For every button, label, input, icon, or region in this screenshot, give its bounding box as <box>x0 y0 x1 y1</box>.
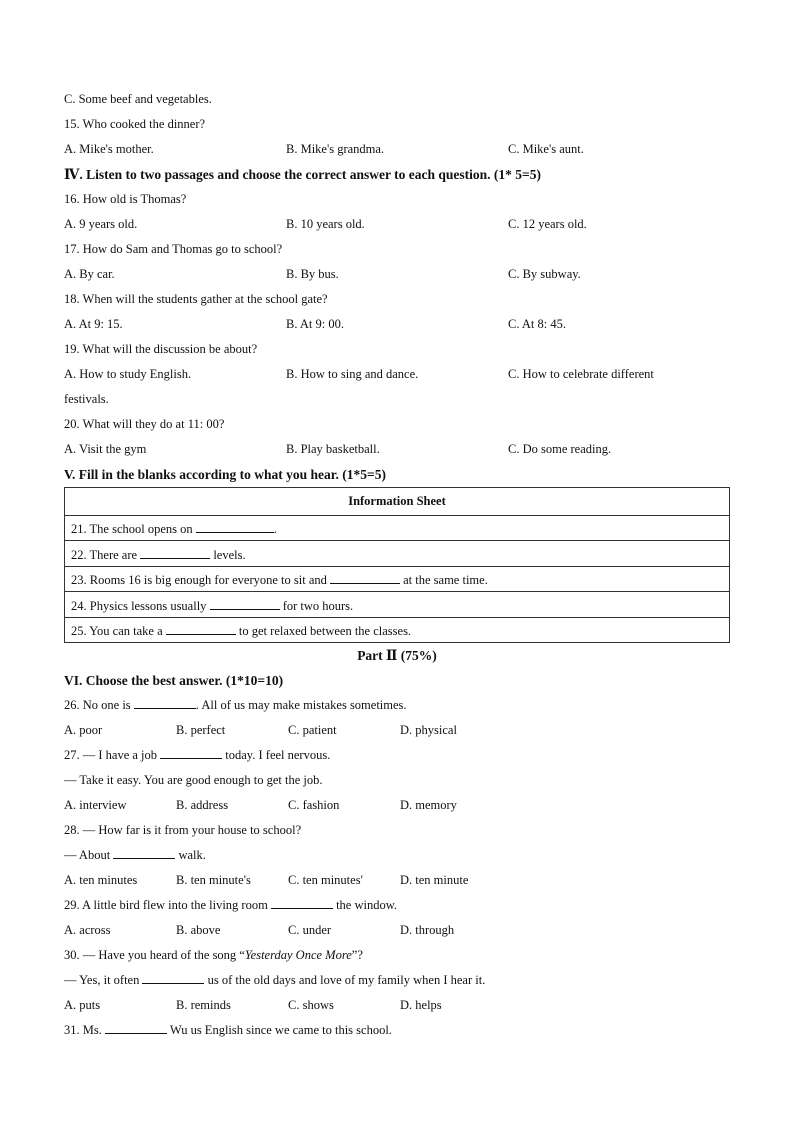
q15-option-a: A. Mike's mother. <box>64 142 154 156</box>
q20-options <box>64 437 730 462</box>
q14-option-c: C. Some beef and vegetables. <box>64 92 212 106</box>
q26-option-c: C. patient <box>288 723 337 737</box>
section-6-heading: VI. Choose the best answer. (1*10=10) <box>64 673 284 688</box>
q23-blank[interactable] <box>330 569 400 584</box>
q20-option-c: C. Do some reading. <box>508 442 612 456</box>
q22-text-end: levels. <box>213 547 246 562</box>
q28-stem: 28. — How far is it from your house to school? <box>64 823 302 837</box>
q25-text-end: to get relaxed between the classes. <box>238 624 412 639</box>
q26-option-d: D. physical <box>400 723 457 737</box>
q26-option-a: A. poor <box>64 723 103 737</box>
q29-options <box>64 918 730 943</box>
q19-option-b: B. How to sing and dance. <box>286 367 419 381</box>
q18-option-c: C. At 8: 45. <box>508 317 566 331</box>
q15-option-b: B. Mike's grandma. <box>286 142 385 156</box>
q16-option-a: A. 9 years old. <box>64 217 138 231</box>
q30-text: 30. — Have you heard of the song “ <box>64 948 245 962</box>
q30-text-end: ”? <box>351 948 363 962</box>
q26-option-b: B. perfect <box>176 723 226 737</box>
q25-blank[interactable] <box>166 620 236 635</box>
q16-options <box>64 212 730 237</box>
q15-options <box>64 137 730 162</box>
q30-option-c: C. shows <box>288 998 334 1012</box>
q24-text-end: for two hours. <box>282 598 354 613</box>
table-title: Information Sheet <box>65 488 730 516</box>
q30-option-a: A. puts <box>64 998 101 1012</box>
table-row <box>65 566 730 592</box>
q29-blank[interactable] <box>271 894 333 909</box>
table-row <box>65 617 730 643</box>
q27-option-b: B. address <box>176 798 229 812</box>
q17-option-c: C. By subway. <box>508 267 581 281</box>
q23-text: 23. Rooms 16 is big enough for everyone to sit and <box>71 573 327 588</box>
q31-stem <box>64 1018 730 1043</box>
table-cell-21 <box>65 515 730 541</box>
q31-blank[interactable] <box>105 1019 167 1034</box>
q18-option-b: B. At 9: 00. <box>286 317 344 331</box>
q17-options <box>64 262 730 287</box>
q27-option-c: C. fashion <box>288 798 340 812</box>
q26-options <box>64 718 730 743</box>
q22-blank[interactable] <box>140 544 210 559</box>
q27-option-a: A. interview <box>64 798 127 812</box>
q15-option-c: C. Mike's aunt. <box>508 142 584 156</box>
q26-text: 26. No one is <box>64 698 131 712</box>
information-sheet-table <box>64 487 730 643</box>
q29-option-a: A. across <box>64 923 111 937</box>
q27-text-end: today. I feel nervous. <box>225 748 331 762</box>
q24-text: 24. Physics lessons usually <box>71 598 207 613</box>
table-header-row <box>65 488 730 516</box>
q28-option-c: C. ten minutes' <box>288 873 363 887</box>
exam-page <box>64 87 730 1043</box>
q21-text-end: . <box>273 522 277 537</box>
q28-text-end: walk. <box>178 848 206 862</box>
q26-stem <box>64 693 730 718</box>
q20-option-a: A. Visit the gym <box>64 442 147 456</box>
q19-option-c-continued: festivals. <box>64 392 109 406</box>
q23-text-end: at the same time. <box>403 573 488 588</box>
q30-reply <box>64 968 730 993</box>
q18-stem: 18. When will the students gather at the school gate? <box>64 292 328 306</box>
q28-reply <box>64 843 730 868</box>
q16-stem: 16. How old is Thomas? <box>64 192 187 206</box>
q30-reply-text-end: us of the old days and love of my family when I hear it. <box>207 973 486 987</box>
table-cell-24 <box>65 592 730 618</box>
q29-text: 29. A little bird flew into the living room <box>64 898 268 912</box>
q27-option-d: D. memory <box>400 798 457 812</box>
table-cell-22 <box>65 541 730 567</box>
q29-text-end: the window. <box>336 898 398 912</box>
q17-option-a: A. By car. <box>64 267 115 281</box>
q30-song-title: Yesterday Once More <box>244 948 352 962</box>
q21-text: 21. The school opens on <box>71 522 193 537</box>
q18-options <box>64 312 730 337</box>
q29-stem <box>64 893 730 918</box>
q28-option-d: D. ten minute <box>400 873 469 887</box>
q29-option-d: D. through <box>400 923 455 937</box>
part-2-heading: Part Ⅱ (75%) <box>357 648 437 663</box>
section-4-heading: Ⅳ. Listen to two passages and choose the correct answer to each question. (1* 5=5) <box>64 167 541 182</box>
table-row <box>65 541 730 567</box>
q24-blank[interactable] <box>210 595 280 610</box>
q30-reply-text: — Yes, it often <box>64 973 140 987</box>
table-row <box>65 592 730 618</box>
q19-option-a: A. How to study English. <box>64 367 192 381</box>
section-5-heading: V. Fill in the blanks according to what you hear. (1*5=5) <box>64 467 386 482</box>
table-row <box>65 515 730 541</box>
q30-options <box>64 993 730 1018</box>
q27-blank[interactable] <box>160 744 222 759</box>
q27-stem <box>64 743 730 768</box>
q28-option-a: A. ten minutes <box>64 873 138 887</box>
q17-stem: 17. How do Sam and Thomas go to school? <box>64 242 283 256</box>
q28-blank[interactable] <box>113 844 175 859</box>
q19-stem: 19. What will the discussion be about? <box>64 342 258 356</box>
q28-option-b: B. ten minute's <box>176 873 251 887</box>
q18-option-a: A. At 9: 15. <box>64 317 123 331</box>
q17-option-b: B. By bus. <box>286 267 339 281</box>
q30-option-b: B. reminds <box>176 998 231 1012</box>
q16-option-c: C. 12 years old. <box>508 217 587 231</box>
q22-text: 22. There are <box>71 547 138 562</box>
q20-stem: 20. What will they do at 11: 00? <box>64 417 225 431</box>
q28-text: — About <box>64 848 111 862</box>
q15-stem: 15. Who cooked the dinner? <box>64 117 206 131</box>
q27-options <box>64 793 730 818</box>
q29-option-c: C. under <box>288 923 332 937</box>
q31-text-end: Wu us English since we came to this school. <box>169 1023 392 1037</box>
q27-reply: — Take it easy. You are good enough to get the job. <box>64 773 323 787</box>
q26-blank[interactable] <box>134 694 196 709</box>
q26-text-end: . All of us may make mistakes sometimes. <box>195 698 407 712</box>
q29-option-b: B. above <box>176 923 221 937</box>
q28-options <box>64 868 730 893</box>
q20-option-b: B. Play basketball. <box>286 442 380 456</box>
q30-blank[interactable] <box>142 969 204 984</box>
q19-options <box>64 362 730 387</box>
q30-stem <box>64 943 730 968</box>
q25-text: 25. You can take a <box>71 624 163 639</box>
q27-text: 27. — I have a job <box>64 748 158 762</box>
q30-option-d: D. helps <box>400 998 442 1012</box>
q19-option-c: C. How to celebrate different <box>508 367 654 381</box>
q16-option-b: B. 10 years old. <box>286 217 365 231</box>
q21-blank[interactable] <box>196 518 274 533</box>
table-cell-25 <box>65 617 730 643</box>
table-cell-23 <box>65 566 730 592</box>
q31-text: 31. Ms. <box>64 1023 102 1037</box>
